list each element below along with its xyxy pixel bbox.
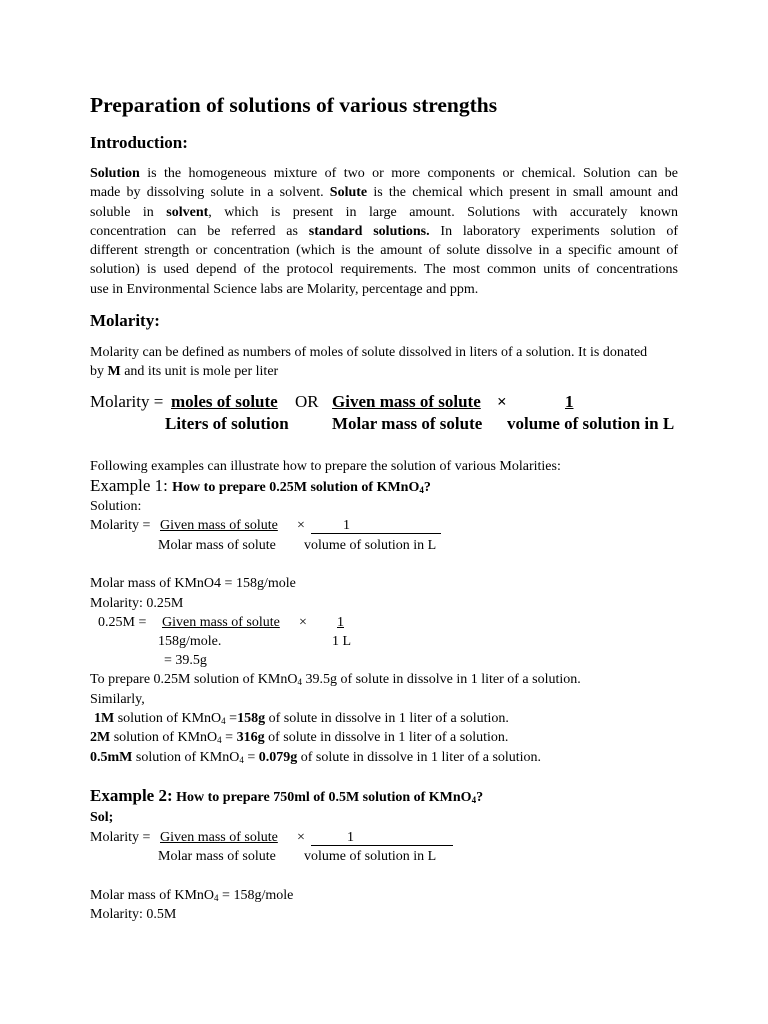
formula-lhs: Molarity = <box>90 392 164 411</box>
page-title: Preparation of solutions of various strengths <box>90 93 498 117</box>
example1-formula-numerator: Given mass of solute <box>160 518 278 533</box>
example1-formula-one: 1 <box>343 518 350 533</box>
example1-conclusion: To prepare 0.25M solution of KMnO$_4$ 39.5g of solute in dissolve in 1 liter of a solution. <box>90 672 581 687</box>
example1-calc-times: × <box>299 615 307 630</box>
formula-denominator-volume: volume of solution in L <box>507 414 675 433</box>
molarity-definition-line1: Molarity can be defined as numbers of moles of solute dissolved in liters of a solution. It is donated <box>90 345 648 360</box>
example1-molar-mass: Molar mass of KMnO4 = 158g/mole <box>90 576 296 591</box>
example1-result-line: 1M solution of KMnO$_4$ =158g of solute in dissolve in 1 liter of a solution. <box>94 711 509 726</box>
example1-formula-denominator-mass: Molar mass of solute <box>158 538 276 553</box>
intro-line: different strength or concentration (which is the amount of solute dissolve in a specific amount of <box>90 243 678 259</box>
example2-formula-denominator-volume: volume of solution in L <box>304 849 437 864</box>
example2-heading: Example 2: How to prepare 750ml of 0.5M solution of KMnO$_4$? <box>90 786 484 805</box>
example1-calc-denominator-volume: 1 L <box>332 634 352 649</box>
example2-formula-denominator-mass: Molar mass of solute <box>158 849 276 864</box>
example1-formula-times: × <box>297 518 305 533</box>
formula-denominator-molar-mass: Molar mass of solute <box>332 414 483 433</box>
molarity-definition-line2: by M and its unit is mole per liter <box>90 364 279 379</box>
intro-line: concentration can be referred as standard solutions. In laboratory experiments solution of <box>90 223 678 239</box>
intro-heading: Introduction: <box>90 133 188 152</box>
intro-line: Solution is the homogeneous mixture of two or more components or chemical. Solution can be <box>90 166 678 181</box>
intro-line: soluble in solvent, which is present in large amount. Solutions with accurately known <box>90 204 678 220</box>
example1-result-line: 0.5mM solution of KMnO$_4$ = 0.079g of solute in dissolve in 1 liter of a solution. <box>90 750 542 765</box>
intro-paragraph <box>90 164 678 299</box>
formula-numerator-mass: Given mass of solute <box>332 392 481 411</box>
formula-or: OR <box>295 392 319 411</box>
intro-line: made by dissolving solute in a solvent. Solute is the chemical which present in small amount and <box>90 185 678 201</box>
example1-calc-numerator: Given mass of solute <box>162 615 280 630</box>
example1-formula-lhs: Molarity = <box>90 518 151 533</box>
intro-line: use in Environmental Science labs are Molarity, percentage and ppm. <box>90 281 479 297</box>
example1-formula-rule <box>311 516 441 534</box>
example1-calc-one: 1 <box>337 615 344 630</box>
example2-molar-mass: Molar mass of KMnO$_4$ = 158g/mole <box>90 888 294 903</box>
example1-solution-label: Solution: <box>90 499 142 514</box>
formula-numerator-one: 1 <box>565 392 574 411</box>
example2-sol-label: Sol; <box>90 810 114 825</box>
intro-line: solution) is used depend of the protocol requirements. The most common units of concentrations <box>90 262 678 278</box>
example1-formula-denominator-volume: volume of solution in L <box>304 538 437 553</box>
example1-heading: Example 1: How to prepare 0.25M solution of KMnO$_4$? <box>90 476 431 495</box>
example1-calc-lhs: 0.25M = <box>98 615 147 630</box>
formula-numerator-moles: moles of solute <box>171 392 278 411</box>
example2-molarity: Molarity: 0.5M <box>90 907 177 922</box>
example1-similarly: Similarly, <box>90 692 145 707</box>
example2-formula-lhs: Molarity = <box>90 830 151 845</box>
example2-formula-numerator: Given mass of solute <box>160 830 278 845</box>
example1-result-line: 2M solution of KMnO$_4$ = 316g of solute in dissolve in 1 liter of a solution. <box>90 730 509 745</box>
example2-formula-times: × <box>297 830 305 845</box>
example1-calc-denominator-mass: 158g/mole. <box>158 634 222 649</box>
formula-times: × <box>497 392 507 411</box>
example2-formula-one: 1 <box>347 830 354 845</box>
example1-molarity: Molarity: 0.25M <box>90 596 184 611</box>
molarity-heading: Molarity: <box>90 311 160 330</box>
example1-calc-result: = 39.5g <box>164 653 207 668</box>
formula-denominator-liters: Liters of solution <box>165 414 289 433</box>
example2-formula-rule <box>311 828 453 846</box>
examples-intro: Following examples can illustrate how to prepare the solution of various Molarities: <box>90 459 561 474</box>
